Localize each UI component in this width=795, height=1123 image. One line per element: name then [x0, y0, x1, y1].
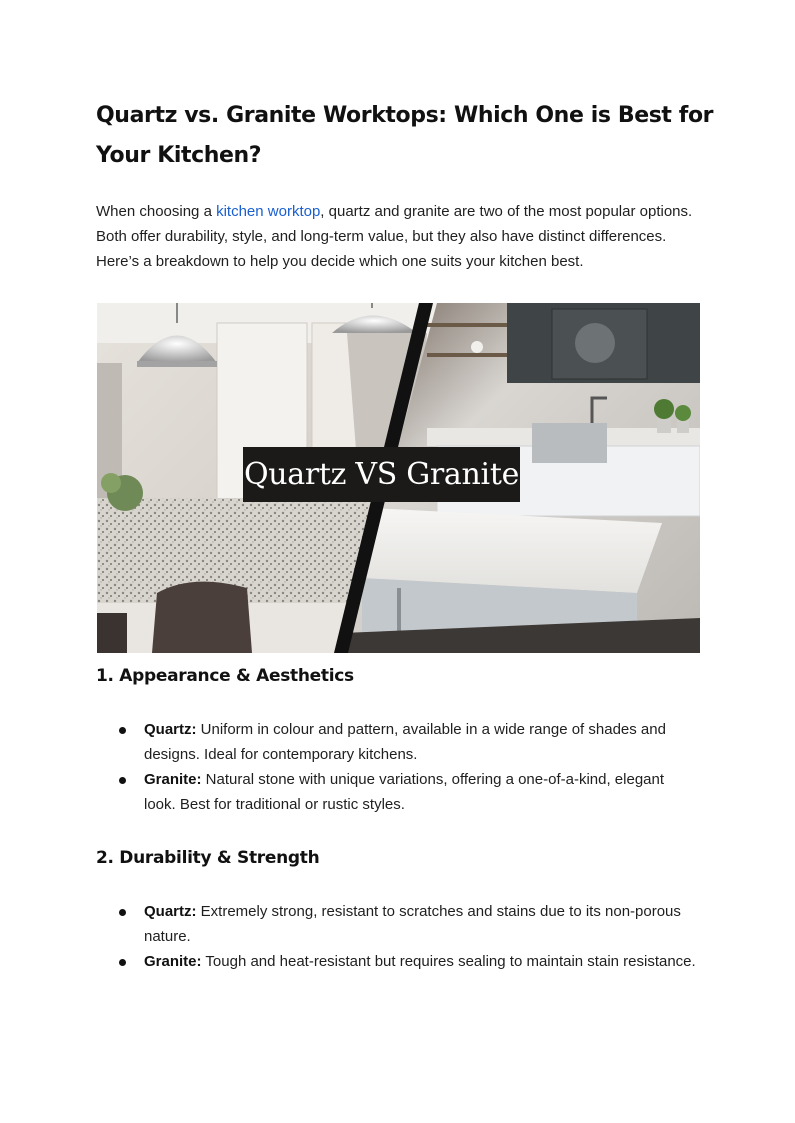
list-item-label: Granite:	[144, 953, 202, 970]
list-item	[96, 899, 696, 949]
section-heading-durability: 2. Durability & Strength	[96, 848, 320, 868]
article-title: Quartz vs. Granite Worktops: Which One is Best for Your Kitchen?	[96, 103, 714, 168]
intro-text-start: When choosing a	[96, 203, 217, 220]
bullet-icon	[119, 909, 126, 916]
intro-paragraph	[96, 199, 706, 274]
bullet-icon	[119, 727, 126, 734]
list-item-text: Uniform in colour and pattern, available in a wide range of shades and designs. Ideal for contemporary kitchens.	[144, 721, 666, 763]
list-item-text: Natural stone with unique variations, offering a one-of-a-kind, elegant look. Best for traditional or rustic styles.	[144, 771, 665, 813]
kitchen-worktop-link[interactable]: kitchen worktop	[216, 203, 321, 220]
durability-list	[96, 899, 696, 974]
appearance-list	[96, 717, 696, 817]
list-item-label: Quartz:	[144, 903, 197, 920]
intro-text-end: , quartz and granite are two of the most popular options. Both offer durability, style, and long-term value, but they also have distinct differences. Here’s a breakdown to help you decide which one suits your kitchen best.	[96, 203, 693, 270]
bullet-icon	[119, 959, 126, 966]
section-heading-appearance: 1. Appearance & Aesthetics	[96, 666, 354, 686]
list-item	[96, 717, 696, 767]
list-item-text: Extremely strong, resistant to scratches and stains due to its non-porous nature.	[144, 903, 681, 945]
list-item	[96, 767, 696, 817]
list-item-label: Granite:	[144, 771, 202, 788]
bullet-icon	[119, 777, 126, 784]
list-item-text: Tough and heat-resistant but requires sealing to maintain stain resistance.	[201, 953, 696, 970]
list-item	[96, 949, 696, 974]
list-item-label: Quartz:	[144, 721, 197, 738]
hero-overlay-caption: Quartz VS Granite	[243, 447, 520, 502]
